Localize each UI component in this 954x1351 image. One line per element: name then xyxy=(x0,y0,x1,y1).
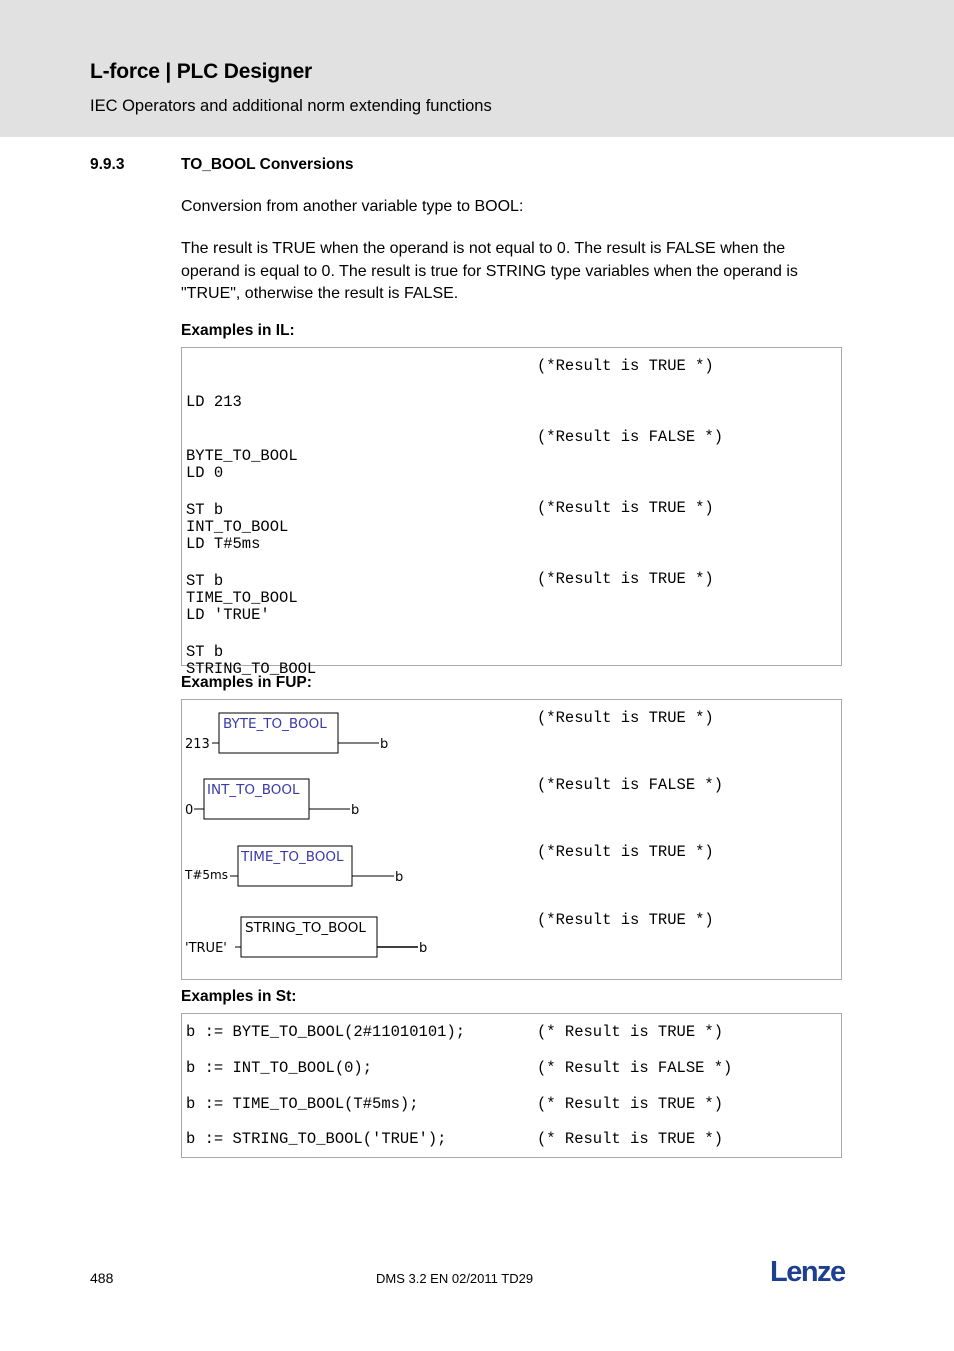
st-code-line: b := STRING_TO_BOOL('TRUE'); xyxy=(186,1130,447,1148)
st-code-line: b := INT_TO_BOOL(0); xyxy=(186,1059,373,1077)
function-block xyxy=(184,846,403,886)
code-line: BYTE_TO_BOOL xyxy=(186,447,298,465)
st-code-box xyxy=(181,1013,842,1158)
function-block xyxy=(185,713,388,753)
fup-comment: (*Result is TRUE *) xyxy=(537,911,714,929)
st-comment: (* Result is TRUE *) xyxy=(537,1095,724,1113)
intro-paragraph: Conversion from another variable type to BOOL: xyxy=(181,198,524,215)
function-block-output: b xyxy=(419,941,428,956)
function-block-name: BYTE_TO_BOOL xyxy=(223,716,327,732)
function-block-output: b xyxy=(395,870,404,885)
document-subtitle: IEC Operators and additional norm extending functions xyxy=(90,97,492,115)
fup-heading: Examples in FUP: xyxy=(181,674,312,691)
document-title: L-force | PLC Designer xyxy=(90,60,313,83)
st-code-line: b := BYTE_TO_BOOL(2#11010101); xyxy=(186,1023,466,1041)
il-comment: (*Result is FALSE *) xyxy=(537,428,724,446)
il-code-box xyxy=(181,347,842,678)
code-line: ST b xyxy=(186,572,224,590)
fup-diagram-box xyxy=(181,699,842,980)
st-comment: (* Result is FALSE *) xyxy=(537,1059,733,1077)
function-block-name: INT_TO_BOOL xyxy=(207,782,300,798)
code-line: INT_TO_BOOL xyxy=(186,518,289,536)
function-block-input: 0 xyxy=(185,803,194,818)
code-line: LD 0 xyxy=(186,464,224,482)
code-line: LD 'TRUE' xyxy=(186,606,270,624)
lenze-logo: Lenze xyxy=(770,1256,845,1288)
function-block xyxy=(185,779,359,819)
fup-comment: (*Result is FALSE *) xyxy=(537,776,724,794)
code-line: LD T#5ms xyxy=(186,535,261,553)
il-heading: Examples in IL: xyxy=(181,322,295,339)
il-comment: (*Result is TRUE *) xyxy=(537,499,714,517)
function-block-output: b xyxy=(380,737,389,752)
st-heading: Examples in St: xyxy=(181,988,297,1005)
document-reference: DMS 3.2 EN 02/2011 TD29 xyxy=(376,1271,534,1286)
function-block xyxy=(185,917,427,957)
function-block-input: T#5ms xyxy=(185,868,228,882)
code-line: LD 213 xyxy=(186,393,242,411)
description-paragraph: The result is TRUE when the operand is not equal to 0. The result is FALSE when the operand is equal to 0. The result is true for STRING type variables when the operand is "TRUE", otherwise the result is FALSE. xyxy=(181,240,798,302)
page-number: 488 xyxy=(90,1270,114,1286)
st-comment: (* Result is TRUE *) xyxy=(537,1023,724,1041)
function-block-name: STRING_TO_BOOL xyxy=(245,920,366,936)
section-number: 9.9.3 xyxy=(90,156,125,173)
il-comment: (*Result is TRUE *) xyxy=(537,570,714,588)
section-title: TO_BOOL Conversions xyxy=(181,156,354,173)
code-line: TIME_TO_BOOL xyxy=(186,589,298,607)
code-line: ST b xyxy=(186,501,224,519)
fup-diagram xyxy=(182,700,841,979)
function-block-output: b xyxy=(351,803,360,818)
code-line: ST b xyxy=(186,643,224,661)
fup-comment: (*Result is TRUE *) xyxy=(537,709,714,727)
st-comment: (* Result is TRUE *) xyxy=(537,1130,724,1148)
function-block-input: 213 xyxy=(185,737,210,752)
function-block-input: 'TRUE' xyxy=(185,941,227,956)
il-comment: (*Result is TRUE *) xyxy=(537,357,714,375)
st-code-line: b := TIME_TO_BOOL(T#5ms); xyxy=(186,1095,419,1113)
code-line: STRING_TO_BOOL xyxy=(186,660,317,678)
fup-comment: (*Result is TRUE *) xyxy=(537,843,714,861)
function-block-name: TIME_TO_BOOL xyxy=(241,849,344,865)
